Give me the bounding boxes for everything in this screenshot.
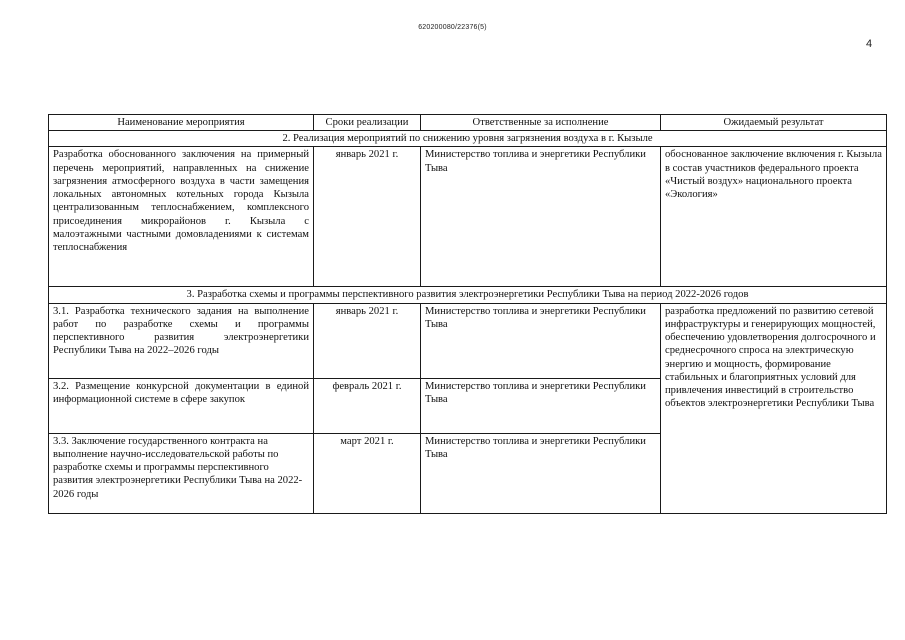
activity-term: январь 2021 г. — [314, 303, 421, 378]
page-number: 4 — [866, 38, 873, 50]
section-2-title: 2. Реализация мероприятий по снижению уровня загрязнения воздуха в г. Кызыле — [49, 131, 887, 147]
document-id: 620200080/22376(5) — [418, 24, 487, 31]
activity-name: 3.3. Заключение государственного контракта на выполнение научно-исследовательской работы по разработке схемы и программы перспективного развития электроэнергетики Республики Тыва на 2022-2026 годы — [49, 433, 314, 513]
column-header-responsible: Ответственные за исполнение — [421, 115, 661, 131]
activity-term: январь 2021 г. — [314, 147, 421, 287]
activity-responsible: Министерство топлива и энергетики Республики Тыва — [421, 147, 661, 287]
activity-responsible: Министерство топлива и энергетики Республики Тыва — [421, 433, 661, 513]
activity-result-shared: разработка предложений по развитию сетевой инфраструктуры и генерирующих мощностей, обеспечению удовлетворения долгосрочного и среднесрочного спроса на электрическую энергию и мощность, формирование стабильных и благоприятных условий для привлечения инвестиций в строительство объектов электроэнергетики Республики Тыва — [661, 303, 887, 513]
activity-term: февраль 2021 г. — [314, 378, 421, 433]
table-header-row — [49, 115, 887, 131]
activity-name: Разработка обоснованного заключения на примерный перечень мероприятий, направленных на снижение загрязнения атмосферного воздуха в части замещения локальных автономных котельных города Кызыла централизованным теплоснабжением, комплексного присоединения микрорайонов г. Кызыла с малоэтажными частными домовладениями к системам теплоснабжения — [49, 147, 314, 287]
column-header-name: Наименование мероприятия — [49, 115, 314, 131]
activity-name: 3.1. Разработка технического задания на выполнение работ по разработке схемы и программы перспективного развития электроэнергетики Республики Тыва на 2022–2026 годы — [49, 303, 314, 378]
column-header-term: Сроки реализации — [314, 115, 421, 131]
activity-term: март 2021 г. — [314, 433, 421, 513]
activity-result: обоснованное заключение включения г. Кызыла в состав участников федерального проекта «Чистый воздух» национального проекта «Экология» — [661, 147, 887, 287]
activities-table — [48, 114, 887, 514]
section-3-title: 3. Разработка схемы и программы перспективного развития электроэнергетики Республики Тыва на период 2022-2026 годов — [49, 287, 887, 303]
activity-responsible: Министерство топлива и энергетики Республики Тыва — [421, 378, 661, 433]
column-header-result: Ожидаемый результат — [661, 115, 887, 131]
section-heading-row — [49, 287, 887, 303]
activity-responsible: Министерство топлива и энергетики Республики Тыва — [421, 303, 661, 378]
table-row — [49, 147, 887, 287]
table-row — [49, 303, 887, 378]
section-heading-row — [49, 131, 887, 147]
activity-name: 3.2. Размещение конкурсной документации в единой информационной системе в сфере закупок — [49, 378, 314, 433]
